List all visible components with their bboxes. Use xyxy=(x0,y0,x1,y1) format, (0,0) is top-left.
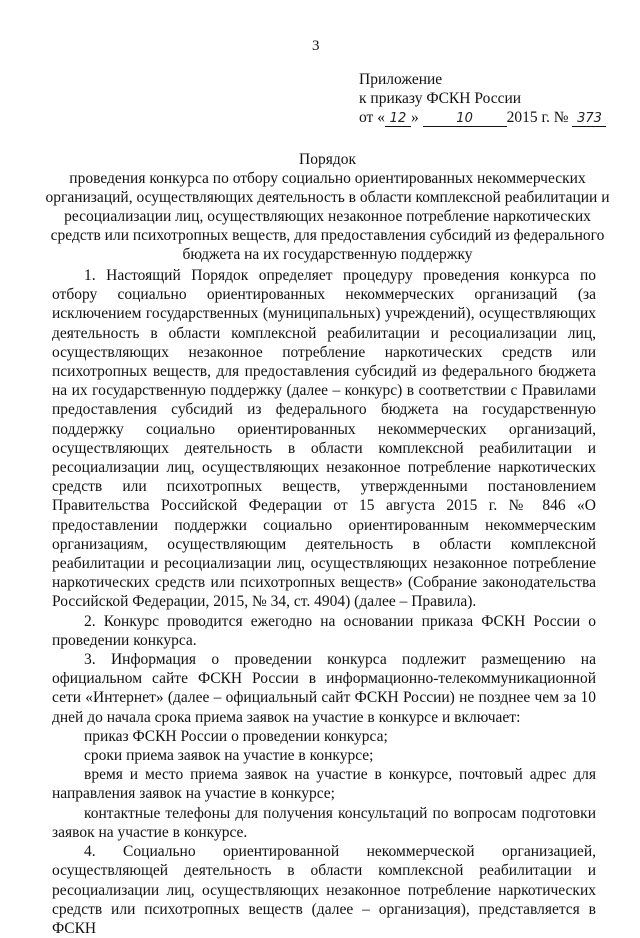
list-item-order: приказ ФСКН России о проведении конкурса; xyxy=(84,727,388,745)
paragraph-2: 2. Конкурс проводится ежегодно на основании приказа ФСКН России о проведении конкурса. xyxy=(52,612,596,649)
paragraph-1: 1. Настоящий Порядок определяет процедуру проведения конкурса по отбору социально ориентированных некоммерческих организаций (за исключением государственных (муниципальных) учреждений), осуществляющих деятельность в области комплексной реабилитации и ресоциализации лиц, осуществляющих незаконное потребление наркотических средств или психотропных веществ, для предоставления субсидий из федерального бюджета на их государственную поддержку (далее – конкурс) в соответствии с Правилами предоставления субсидий из федерального бюджета на государственную поддержку социально ориентированных некоммерческих организаций, осуществляющих деятельность в области комплексной реабилитации и ресоциализации лиц, осуществляющих незаконное потребление наркотических средств или психотропных веществ, утвержденными постановлением Правительства Российской Федерации от 15 августа 2015 г. № 846 «О предоставлении поддержки социально ориентированным некоммерческим организациям, осуществляющим деятельность в области комплексной реабилитации и ресоциализации лиц, осуществляющих незаконное потребление наркотических средств или психотропных веществ» (Собрание законодательства Российской Федерации, 2015, № 34, ст. 4904) (далее – Правила). xyxy=(52,267,596,611)
document-title-block xyxy=(40,150,615,264)
date-prefix: от « xyxy=(359,109,385,126)
paragraph-4: 4. Социально ориентированной некоммерческой организацией, осуществляющей деятельность в области комплексной реабилитации и ресоциализации лиц, осуществляющих незаконное потребление наркотических средств или психотропных веществ (далее – организация), представляется в ФСКН xyxy=(52,843,596,937)
paragraph-3: 3. Информация о проведении конкурса подлежит размещению на официальном сайте ФСКН России в информационно-телекоммуникационной сети «Интернет» (далее – официальный сайт ФСКН России) не позднее чем за 10 дней до начала срока приема заявок на участие в конкурсе и включает: xyxy=(52,651,596,726)
appendix-order-ref: к приказу ФСКН России xyxy=(359,90,522,107)
date-day-close: » xyxy=(410,109,419,126)
page-number: 3 xyxy=(312,38,320,54)
list-item-contacts: контактные телефоны для получения консультаций по вопросам подготовки заявок на участие в конкурсе. xyxy=(52,804,596,841)
document-heading: Порядок xyxy=(299,151,356,168)
list-item-deadlines: сроки приема заявок на участие в конкурсе; xyxy=(84,747,374,765)
date-month: 10 xyxy=(423,111,507,127)
date-year: 2015 г. № xyxy=(506,109,569,126)
document-body xyxy=(52,266,596,938)
appendix-date-line xyxy=(359,108,606,127)
list-item-time-place: время и место приема заявок на участие в конкурсе, почтовый адрес для направления заявок на участие в конкурсе; xyxy=(52,766,596,803)
document-subtitle: проведения конкурса по отбору социально ориентированных некоммерческих организаций, осуществляющих деятельность в области комплексной реабилитации и ресоциализации лиц, осуществляющих незаконное потребление наркотических средств или психотропных веществ, для предоставления субсидий из федерального бюджета на их государственную поддержку xyxy=(45,170,610,263)
order-number: 373 xyxy=(572,111,606,127)
appendix-header xyxy=(359,70,606,127)
date-day: 12 xyxy=(385,111,411,127)
appendix-label: Приложение xyxy=(359,71,443,88)
